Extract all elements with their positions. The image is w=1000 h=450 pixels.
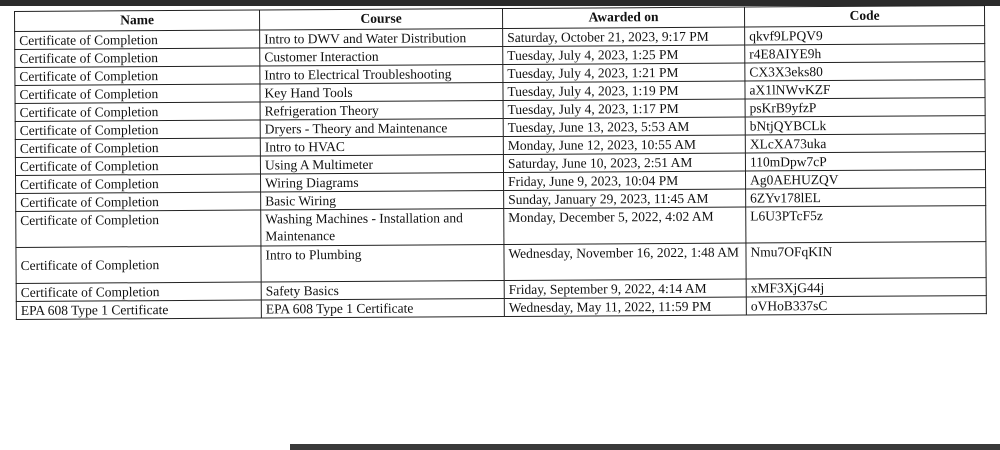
cell-course: Wiring Diagrams bbox=[261, 173, 504, 192]
cell-course: Refrigeration Theory bbox=[260, 101, 503, 120]
cell-course: Customer Interaction bbox=[260, 47, 503, 66]
cell-course: Safety Basics bbox=[261, 281, 504, 300]
cell-awarded-on: Tuesday, July 4, 2023, 1:19 PM bbox=[503, 81, 745, 100]
cell-awarded-on: Monday, December 5, 2022, 4:02 AM bbox=[504, 207, 746, 244]
cell-name: Certificate of Completion bbox=[15, 84, 260, 103]
cell-awarded-on: Tuesday, July 4, 2023, 1:17 PM bbox=[503, 99, 745, 118]
cell-awarded-on: Monday, June 12, 2023, 10:55 AM bbox=[503, 135, 745, 154]
cell-course: Using A Multimeter bbox=[260, 155, 503, 174]
cell-name: Certificate of Completion bbox=[16, 246, 261, 283]
cell-awarded-on: Friday, September 9, 2022, 4:14 AM bbox=[504, 279, 746, 298]
table-row bbox=[16, 242, 986, 284]
cell-code: 6ZYv178lEL bbox=[746, 188, 986, 207]
cell-awarded-on: Saturday, June 10, 2023, 2:51 AM bbox=[503, 153, 745, 172]
cell-code: xMF3XjG44j bbox=[746, 278, 986, 297]
cell-name: Certificate of Completion bbox=[15, 138, 260, 157]
cell-name: Certificate of Completion bbox=[16, 174, 261, 193]
cell-course: Intro to HVAC bbox=[260, 137, 503, 156]
cell-code: Nmu7OFqKIN bbox=[746, 242, 986, 279]
header-awarded-on: Awarded on bbox=[502, 7, 744, 28]
cell-code: 110mDpw7cP bbox=[745, 152, 985, 171]
cell-course: Basic Wiring bbox=[261, 191, 504, 210]
cell-awarded-on: Sunday, January 29, 2023, 11:45 AM bbox=[504, 189, 746, 208]
cell-name: Certificate of Completion bbox=[15, 66, 260, 85]
cell-awarded-on: Saturday, October 21, 2023, 9:17 PM bbox=[503, 27, 745, 46]
cell-name: Certificate of Completion bbox=[16, 192, 261, 211]
cell-awarded-on: Wednesday, November 16, 2022, 1:48 AM bbox=[504, 243, 746, 280]
cell-code: aX1lNWvKZF bbox=[745, 80, 985, 99]
cell-awarded-on: Tuesday, July 4, 2023, 1:21 PM bbox=[503, 63, 745, 82]
header-name: Name bbox=[15, 10, 260, 31]
cell-awarded-on: Friday, June 9, 2023, 10:04 PM bbox=[503, 171, 745, 190]
cell-code: CX3X3eks80 bbox=[745, 62, 985, 81]
cell-code: psKrB9yfzP bbox=[745, 98, 985, 117]
cell-code: oVHoB337sC bbox=[746, 296, 986, 315]
cell-name: Certificate of Completion bbox=[15, 156, 260, 175]
bottom-edge-shadow bbox=[290, 444, 1000, 450]
cell-name: Certificate of Completion bbox=[15, 48, 260, 67]
certificates-table-container bbox=[14, 5, 986, 320]
header-course: Course bbox=[259, 9, 502, 30]
header-code: Code bbox=[744, 6, 984, 27]
cell-name: Certificate of Completion bbox=[15, 102, 260, 121]
cell-course: Dryers - Theory and Maintenance bbox=[260, 119, 503, 138]
cell-name: Certificate of Completion bbox=[15, 120, 260, 139]
cell-course: Key Hand Tools bbox=[260, 83, 503, 102]
table-row bbox=[16, 206, 986, 248]
cell-course: EPA 608 Type 1 Certificate bbox=[261, 299, 504, 318]
cell-code: r4E8AIYE9h bbox=[745, 44, 985, 63]
cell-awarded-on: Tuesday, June 13, 2023, 5:53 AM bbox=[503, 117, 745, 136]
cell-code: XLcXA73uka bbox=[745, 134, 985, 153]
cell-awarded-on: Tuesday, July 4, 2023, 1:25 PM bbox=[503, 45, 745, 64]
cell-name: Certificate of Completion bbox=[16, 282, 261, 301]
cell-name: Certificate of Completion bbox=[16, 210, 261, 247]
cell-course: Washing Machines - Installation and Maintenance bbox=[261, 209, 504, 246]
cell-course: Intro to DWV and Water Distribution bbox=[260, 29, 503, 48]
cell-name: Certificate of Completion bbox=[15, 30, 260, 49]
cell-code: qkvf9LPQV9 bbox=[745, 26, 985, 45]
cell-code: bNtjQYBCLk bbox=[745, 116, 985, 135]
cell-course: Intro to Electrical Troubleshooting bbox=[260, 65, 503, 84]
cell-awarded-on: Wednesday, May 11, 2022, 11:59 PM bbox=[504, 297, 746, 316]
cell-code: Ag0AEHUZQV bbox=[745, 170, 985, 189]
cell-name: EPA 608 Type 1 Certificate bbox=[16, 300, 261, 319]
certificates-table bbox=[14, 5, 987, 320]
cell-code: L6U3PTcF5z bbox=[746, 206, 986, 243]
cell-course: Intro to Plumbing bbox=[261, 245, 504, 282]
